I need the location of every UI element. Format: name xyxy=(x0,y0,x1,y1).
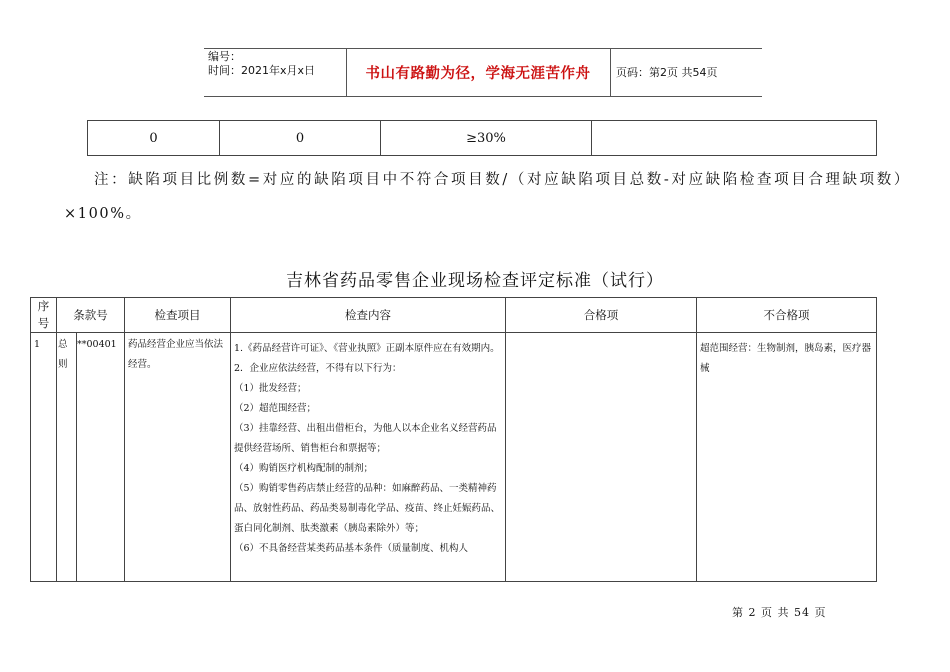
summary-cell-4 xyxy=(592,121,877,156)
header-seq: 序号 xyxy=(31,298,57,333)
row-clause: **00401 xyxy=(77,333,125,582)
doc-code-label: 编号： xyxy=(208,50,241,63)
row-content xyxy=(231,333,506,582)
content-line: （6）不具备经营某类药品基本条件（质量制度、机构人 xyxy=(234,543,469,554)
row-fail: 超范围经营：生物制剂，胰岛素，医疗器械 xyxy=(697,333,877,582)
header-motto: 书山有路勤为径，学海无涯苦作舟 xyxy=(365,65,591,82)
summary-cell-3: ≥30% xyxy=(381,121,592,156)
header-pass: 合格项 xyxy=(506,298,697,333)
content-line: （3）挂靠经营、出租出借柜台，为他人以本企业名义经营药品提供经营场所、销售柜台和票据等； xyxy=(234,423,497,454)
page-footer: 第 2 页 共 54 页 xyxy=(732,606,827,619)
header-bottom-rule xyxy=(204,96,762,97)
doc-time-label: 时间：2021年x月x日 xyxy=(208,64,316,77)
table-row xyxy=(31,333,877,582)
summary-cell-2: 0 xyxy=(220,121,381,156)
content-line: （5）购销零售药店禁止经营的品种：如麻醉药品、一类精神药品、放射性药品、药品类易制毒化学品、疫苗、终止妊娠药品、蛋白同化制剂、肽类激素（胰岛素除外）等； xyxy=(234,483,501,534)
row-pass xyxy=(506,333,697,582)
header-fail: 不合格项 xyxy=(697,298,877,333)
row-seq: 1 xyxy=(31,333,57,582)
note-paragraph: 注：缺陷项目比例数=对应的缺陷项目中不符合项目数/（对应缺陷项目总数-对应缺陷检查项目合理缺项数）×100%。 xyxy=(64,172,910,222)
header-meta xyxy=(208,50,315,78)
header-content: 检查内容 xyxy=(231,298,506,333)
summary-table xyxy=(87,120,877,156)
header-page-number: 页码：第2页 共54页 xyxy=(616,66,718,79)
content-line: 2．企业应依法经营，不得有以下行为： xyxy=(234,363,402,374)
header-divider-right xyxy=(610,48,611,96)
content-line: （2）超范围经营； xyxy=(234,403,317,414)
table-header-row xyxy=(31,298,877,333)
content-line: 1.《药品经营许可证》、《营业执照》正副本原件应在有效期内。 xyxy=(234,343,500,354)
header-item: 检查项目 xyxy=(125,298,231,333)
summary-cell-1: 0 xyxy=(88,121,220,156)
inspection-table xyxy=(30,297,877,582)
content-line: （4）购销医疗机构配制的制剂； xyxy=(234,463,374,474)
row-category: 总则 xyxy=(57,333,77,582)
table-title: 吉林省药品零售企业现场检查评定标准（试行） xyxy=(286,271,664,291)
table-row xyxy=(88,121,877,156)
content-line: （1）批发经营； xyxy=(234,383,307,394)
header-clause: 条款号 xyxy=(57,298,125,333)
row-item: 药品经营企业应当依法经营。 xyxy=(125,333,231,582)
